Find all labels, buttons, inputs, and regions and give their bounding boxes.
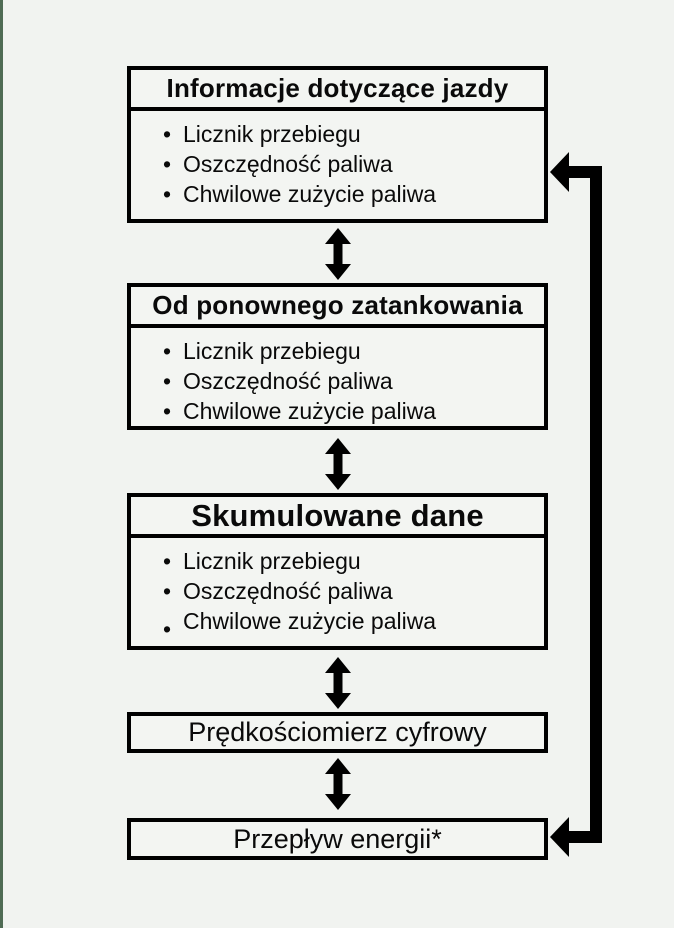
node-title: Od ponownego zatankowania <box>131 287 544 328</box>
list-item <box>163 179 538 209</box>
node-body <box>131 538 544 642</box>
list-item <box>163 366 538 396</box>
node-title: Skumulowane dane <box>131 497 544 538</box>
list-item <box>163 606 538 642</box>
bullet-icon: • <box>163 338 172 364</box>
bullet-icon: • <box>163 368 172 394</box>
list-item <box>163 149 538 179</box>
double-arrow-icon <box>322 438 354 490</box>
node-title: Prędkościomierz cyfrowy <box>188 717 487 747</box>
bullet-icon: • <box>163 398 172 424</box>
list-item <box>163 119 538 149</box>
bullet-icon: • <box>163 121 172 147</box>
double-arrow-icon <box>322 228 354 280</box>
list-item <box>163 396 538 426</box>
list-item-label: Chwilowe zużycie paliwa <box>183 181 437 207</box>
bullet-icon: • <box>163 578 172 604</box>
bullet-icon: • <box>163 151 172 177</box>
list-item-label: Oszczędność paliwa <box>183 151 393 177</box>
node-since-refueling <box>127 283 548 430</box>
bullet-icon: • <box>163 616 172 642</box>
node-cumulative-data <box>127 493 548 650</box>
page-edge-strip <box>0 0 3 928</box>
bullet-icon: • <box>163 181 172 207</box>
list-item-label: Licznik przebiegu <box>183 121 361 147</box>
double-arrow-icon <box>322 758 354 810</box>
double-arrow-icon <box>322 657 354 709</box>
list-item-label: Licznik przebiegu <box>183 548 361 574</box>
node-digital-speedometer <box>127 712 548 753</box>
node-body <box>131 328 544 426</box>
node-title: Przepływ energii* <box>233 823 442 854</box>
list-item-label: Chwilowe zużycie paliwa <box>183 398 437 424</box>
list-item-label: Oszczędność paliwa <box>183 368 393 394</box>
list-item-label: Chwilowe zużycie paliwa <box>183 608 437 634</box>
node-title: Informacje dotyczące jazdy <box>131 70 544 111</box>
bullet-icon: • <box>163 548 172 574</box>
list-item-label: Oszczędność paliwa <box>183 578 393 604</box>
node-driving-information <box>127 66 548 223</box>
list-item <box>163 576 538 606</box>
list-item <box>163 336 538 366</box>
return-loop-arrow-icon <box>548 150 608 866</box>
list-item-label: Licznik przebiegu <box>183 338 361 364</box>
node-energy-flow <box>127 818 548 860</box>
node-body <box>131 111 544 209</box>
list-item <box>163 546 538 576</box>
